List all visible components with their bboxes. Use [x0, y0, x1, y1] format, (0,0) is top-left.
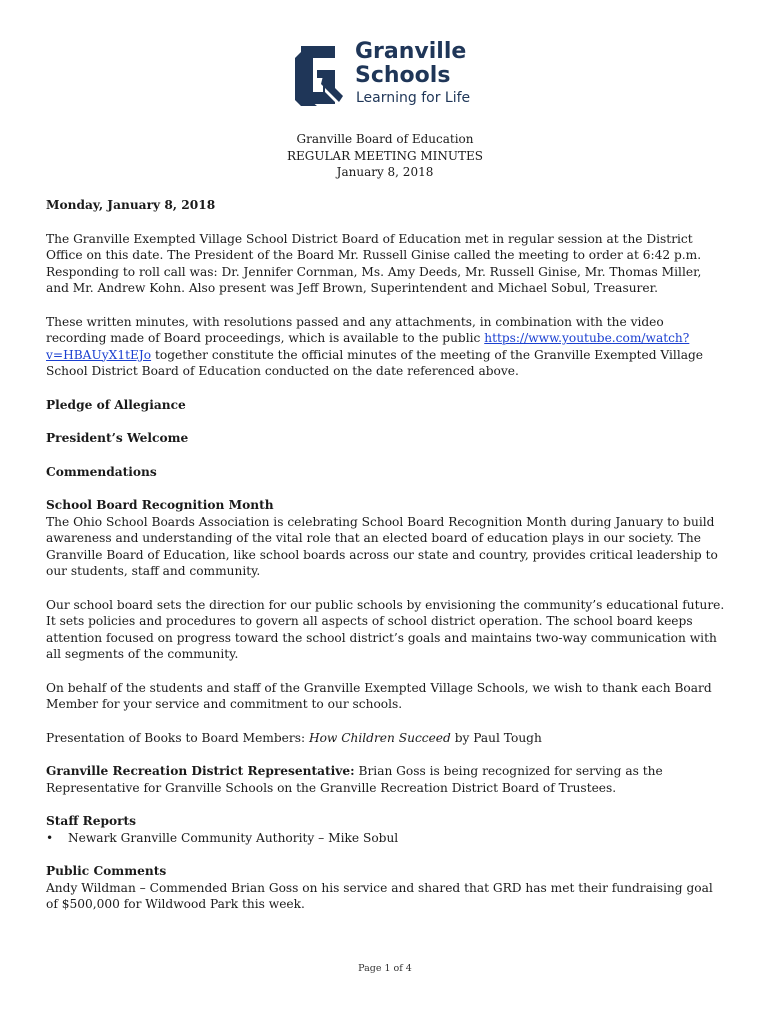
public-comments-text: Andy Wildman – Commended Brian Goss on his service and shared that GRD has met their fundraising goal of $500,000 for Wildwood Park this week.: [46, 880, 713, 911]
meeting-date-heading: Monday, January 8, 2018: [46, 198, 216, 212]
recreation-text: Brian Goss is being recognized for serving as the Representative for Granville Schools on the Granville Recreation District Board of Trustees.: [46, 764, 663, 795]
books-suffix: by Paul Tough: [450, 730, 542, 745]
minutes-body: [46, 197, 726, 930]
header-date: January 8, 2018: [336, 165, 434, 179]
public-comments-heading: Public Comments: [46, 864, 167, 878]
recognition-paragraph-3: On behalf of the students and staff of the Granville Exempted Village Schools, we wish to thank each Board Member for your service and commitment to our schools.: [46, 680, 712, 711]
welcome-heading: President’s Welcome: [46, 431, 189, 445]
minutes-note-text: These written minutes, with resolutions passed and any attachments, in combination with the video recording made of Board proceedings, which is available to the public: [46, 314, 664, 345]
recognition-paragraph-2: Our school board sets the direction for our public schools by envisioning the community’s educational future. It sets policies and procedures to govern all aspects of school district operation. The school board keeps attention focused on progress toward the school district’s goals and maintains two-way communication with all segments of the community.: [46, 597, 725, 661]
granville-schools-logo: [295, 40, 485, 112]
header-title: REGULAR MEETING MINUTES: [286, 148, 484, 163]
book-title: How Children Succeed: [308, 730, 451, 745]
page-number: Page 1 of 4: [358, 963, 412, 974]
logo-name-line1: Granville: [355, 39, 467, 64]
logo-tagline: Learning for Life: [356, 90, 471, 106]
recognition-heading: School Board Recognition Month: [46, 498, 274, 512]
video-recording-link[interactable]: https://www.youtube.com/watch?v=HBAUyX1tEJo: [46, 331, 690, 362]
minutes-note-text-end: together constitute the official minutes of the meeting of the Granville Exempted Village School District Board of Education conducted on the date referenced above.: [46, 347, 703, 378]
granville-g-logo-icon: [295, 44, 349, 106]
recreation-label: Granville Recreation District Representative:: [46, 764, 355, 778]
document-header: [0, 131, 770, 181]
recognition-paragraph-1: The Ohio School Boards Association is celebrating School Board Recognition Month during January to build awareness and understanding of the vital role that an elected board of education plays in our society. The Granville Board of Education, like school boards across our state and country, provides critical leadership to our students, staff and community.: [46, 514, 718, 578]
staff-report-item: Newark Granville Community Authority – Mike Sobul: [68, 830, 399, 845]
logo-name-line2: Schools: [355, 63, 451, 88]
header-board-name: Granville Board of Education: [296, 132, 474, 146]
staff-reports-heading: Staff Reports: [46, 814, 137, 828]
recreation-paragraph: [46, 763, 726, 796]
minutes-note-paragraph: [46, 314, 726, 380]
books-paragraph: [46, 730, 726, 747]
bullet-icon: •: [46, 830, 54, 845]
books-prefix: Presentation of Books to Board Members:: [46, 730, 309, 745]
list-item: [46, 830, 726, 847]
logo-wordmark: [355, 40, 466, 88]
commendations-heading: Commendations: [46, 464, 157, 479]
pledge-heading: Pledge of Allegiance: [46, 397, 186, 412]
intro-paragraph: The Granville Exempted Village School District Board of Education met in regular session at the District Office on this date. The President of the Board Mr. Russell Ginise called the meeting to order at 6:42 p.m. Responding to roll call was: Dr. Jennifer Cornman, Ms. Amy Deeds, Mr. Russell Ginise, Mr. Thomas Miller, and Mr. Andrew Kohn. Also present was Jeff Brown, Superintendent and Michael Sobul, Treasurer.: [46, 231, 702, 295]
